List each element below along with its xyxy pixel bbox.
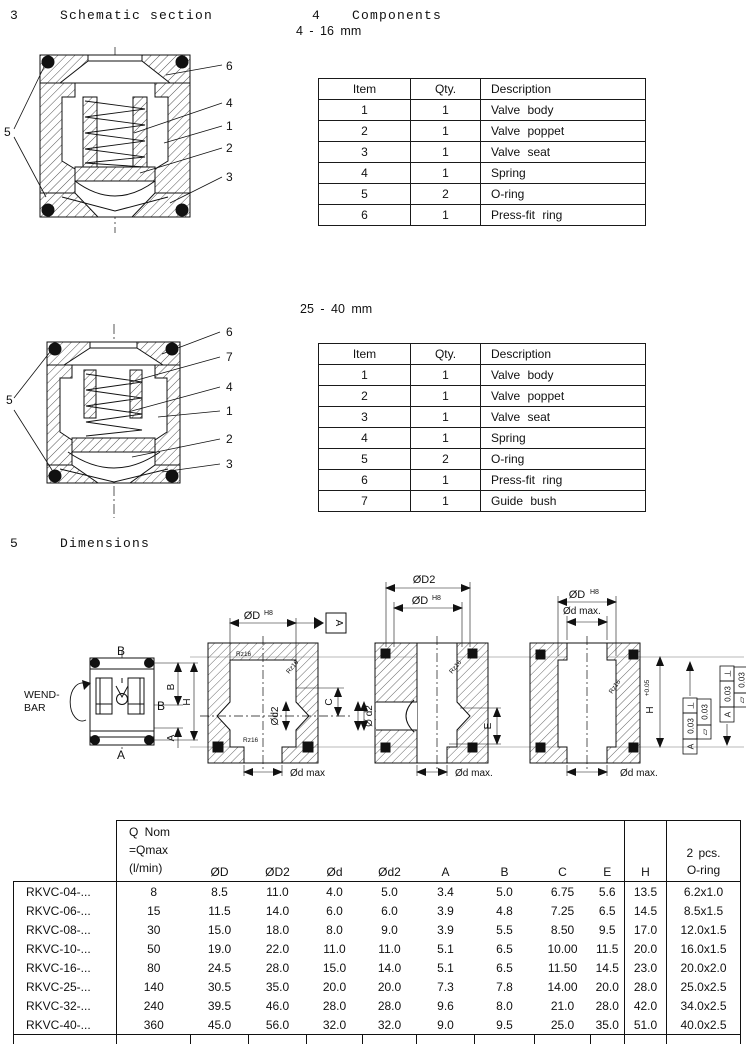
- callout-3: 3: [226, 457, 233, 471]
- dim-table-row: [14, 996, 741, 1015]
- size-range-large: 25 - 40 mm: [300, 302, 373, 316]
- cell: 80: [147, 960, 161, 975]
- cell: 2: [411, 184, 481, 205]
- cell: 8.5x1.5: [667, 901, 741, 920]
- cell: 9.5: [598, 922, 616, 937]
- col-qty: Qty.: [411, 79, 481, 100]
- fcf-tolerance: 0.03: [723, 686, 733, 702]
- cell: 14.5: [595, 960, 619, 975]
- cell: Valve poppet: [481, 386, 646, 407]
- cell: 1: [411, 163, 481, 184]
- col-description: Description: [481, 79, 646, 100]
- cell: Press-fit ring: [481, 205, 646, 226]
- cell: 28.0: [625, 977, 667, 996]
- section5-title: Dimensions: [60, 536, 151, 551]
- cell: 5.1: [437, 960, 454, 975]
- cell: 8.5: [211, 884, 228, 899]
- callout-2: 2: [226, 141, 233, 155]
- schematic-large-linework: [14, 324, 220, 518]
- cell: 32.0: [363, 1015, 417, 1035]
- cell: 16.0x1.5: [667, 939, 741, 958]
- feature-control-frame-2: [720, 666, 746, 722]
- header-q-nom: [117, 821, 191, 882]
- cell: Guide bush: [481, 491, 646, 512]
- dim-b: B: [166, 683, 177, 691]
- table-header-row: [319, 344, 646, 365]
- header-od-small: Ød: [307, 821, 363, 882]
- cell: 28.0: [322, 998, 347, 1013]
- cell: 1: [411, 365, 481, 386]
- cell: 50: [147, 941, 161, 956]
- table-row: [319, 449, 646, 470]
- model-name: RKVC-16-...: [14, 958, 117, 977]
- cell: 6.5: [598, 903, 616, 918]
- cell: 5: [319, 449, 411, 470]
- table-row: [319, 491, 646, 512]
- cell: 6.75: [550, 884, 575, 899]
- cell: Press-fit ring: [481, 470, 646, 491]
- cell: 14.00: [547, 979, 578, 994]
- header-od: ØD: [191, 821, 249, 882]
- cell: 9.0: [381, 922, 398, 937]
- cell: 8.50: [550, 922, 575, 937]
- dim-od2-small-label: Ø d2: [364, 705, 375, 727]
- cell: 24.5: [207, 960, 232, 975]
- dim-odmax-top-label: Ød max.: [563, 606, 601, 617]
- cell: 6.2x1.0: [667, 882, 741, 902]
- cell: 2: [319, 121, 411, 142]
- cell: 11.5: [208, 903, 231, 918]
- header-oring: [667, 821, 741, 882]
- cell: 34.0x2.5: [667, 996, 741, 1015]
- dim-od-label: ØD: [411, 595, 429, 607]
- cell: 7: [319, 491, 411, 512]
- cell: 28.0: [377, 998, 402, 1013]
- fcf-tolerance: 0.03: [700, 704, 710, 720]
- cell: 25.0x2.5: [667, 977, 741, 996]
- section3-number: 3: [10, 8, 20, 23]
- cell: 3.9: [437, 922, 454, 937]
- plan-label-bottom: A: [117, 748, 126, 762]
- header-od2-small: Ød2: [363, 821, 417, 882]
- header-oring-line2: O-ring: [686, 863, 721, 877]
- cell: 6: [319, 470, 411, 491]
- model-name: RKVC-40-...: [14, 1015, 117, 1035]
- cell: 18.0: [265, 922, 290, 937]
- surface-finish-rz16: Rz16: [236, 651, 252, 658]
- cell: 40.0x2.5: [667, 1015, 741, 1035]
- cell: Valve seat: [481, 142, 646, 163]
- cell: Valve body: [481, 365, 646, 386]
- cell: 35.0: [591, 1015, 625, 1035]
- dim-h-label: H: [645, 706, 656, 714]
- cell: O-ring: [481, 184, 646, 205]
- cell: 11.50: [547, 960, 578, 975]
- section-view-2: [358, 574, 501, 779]
- fcf-perpendicularity-icon: ⊥: [685, 701, 696, 710]
- cell: 35.0: [265, 979, 290, 994]
- model-name: RKVC-25-...: [14, 977, 117, 996]
- section-view-3: [530, 589, 746, 779]
- cell: 13.5: [625, 882, 667, 902]
- cell: 3: [319, 142, 411, 163]
- wendbar-label-2: BAR: [24, 702, 46, 714]
- table-header-row: [319, 79, 646, 100]
- table-row: [319, 184, 646, 205]
- cell: 4: [319, 428, 411, 449]
- cell: 5.5: [496, 922, 513, 937]
- cell: 11.0: [323, 941, 346, 956]
- cell: 1: [411, 491, 481, 512]
- cell: 20.0x2.0: [667, 958, 741, 977]
- surface-finish-rz16: Rz16: [285, 659, 301, 676]
- cell: 10.00: [547, 941, 578, 956]
- header-empty: [14, 821, 117, 882]
- col-item: Item: [319, 79, 411, 100]
- header-od2: ØD2: [249, 821, 307, 882]
- dim-od2-top-label: ØD2: [412, 574, 436, 586]
- dim-od-label: ØD: [243, 610, 261, 622]
- model-name: RKVC-08-...: [14, 920, 117, 939]
- cell: 11.0: [266, 884, 289, 899]
- dimension-drawings: [0, 552, 746, 788]
- callout-4: 4: [226, 96, 233, 110]
- table-row: [319, 407, 646, 428]
- surface-finish-rz16: Rz16: [243, 737, 259, 744]
- cell: 39.5: [207, 998, 232, 1013]
- table-row: [319, 142, 646, 163]
- cell: 2: [411, 449, 481, 470]
- cell: 19.0: [207, 941, 232, 956]
- section5-number: 5: [10, 536, 20, 551]
- feature-control-frame-1: [683, 698, 711, 754]
- cell: 42.0: [625, 996, 667, 1015]
- fcf-flatness-icon: ▱: [699, 728, 710, 736]
- dim-table-row: [14, 958, 741, 977]
- cell: 360: [117, 1015, 191, 1035]
- cell: 5.6: [598, 884, 616, 899]
- dim-c-label: C: [324, 698, 335, 706]
- cell: 1: [411, 100, 481, 121]
- section3-title: Schematic section: [60, 8, 214, 23]
- table-row: [319, 100, 646, 121]
- cell: 32.0: [307, 1015, 363, 1035]
- cell: 1: [411, 386, 481, 407]
- cell: 9.6: [437, 998, 454, 1013]
- dim-table-bottom-ticks: [14, 1035, 741, 1045]
- surface-finish-rz16: Rz16: [607, 678, 623, 696]
- cell: Spring: [481, 428, 646, 449]
- cell: 6.0: [381, 903, 398, 918]
- header-q-line3: (l/min): [129, 861, 163, 875]
- dim-table-row: [14, 977, 741, 996]
- cell: 5.0: [381, 884, 398, 899]
- cell: 7.3: [437, 979, 454, 994]
- cell: 1: [411, 470, 481, 491]
- cell: 28.0: [265, 960, 290, 975]
- dim-od-h8: H8: [432, 595, 441, 602]
- cell: 1: [411, 407, 481, 428]
- surface-finish-rz16: Rz16: [448, 659, 464, 676]
- cell: 21.0: [550, 998, 575, 1013]
- cell: 1: [411, 142, 481, 163]
- cell: 14.0: [265, 903, 290, 918]
- cell: 8.0: [326, 922, 343, 937]
- dim-od-h8: H8: [590, 589, 599, 596]
- cell: 20.0: [595, 979, 619, 994]
- plan-label-top: B: [117, 644, 126, 658]
- cell: 6.5: [496, 960, 513, 975]
- table-row: [319, 163, 646, 184]
- header-a: A: [417, 821, 475, 882]
- fcf-perpendicularity-icon: ⊥: [722, 669, 733, 678]
- header-oring-line1: 2 pcs.: [686, 846, 721, 860]
- callout-5: 5: [4, 125, 11, 139]
- dim-od2-label: Ød2: [270, 706, 281, 726]
- col-qty: Qty.: [411, 344, 481, 365]
- cell: 22.0: [265, 941, 290, 956]
- cell: 46.0: [265, 998, 290, 1013]
- dim-od-label: ØD: [568, 589, 586, 601]
- dim-od-h8: H8: [264, 610, 273, 617]
- cell: 56.0: [249, 1015, 307, 1035]
- cell: 15.0: [207, 922, 232, 937]
- cell: 4.0: [326, 884, 343, 899]
- section-view-1: [200, 610, 375, 779]
- callout-1: 1: [226, 119, 233, 133]
- cell: 140: [143, 979, 164, 994]
- schematic-large: [0, 320, 246, 522]
- schematic-small: [0, 45, 246, 237]
- callout-2: 2: [226, 432, 233, 446]
- cell: 1: [411, 428, 481, 449]
- callout-6: 6: [226, 59, 233, 73]
- col-description: Description: [481, 344, 646, 365]
- dimensions-table: [13, 820, 741, 1044]
- plan-label-inner: B: [157, 699, 166, 713]
- model-name: RKVC-06-...: [14, 901, 117, 920]
- cell: 3.9: [437, 903, 454, 918]
- dim-table-header-row: [14, 821, 741, 882]
- size-range-small: 4 - 16 mm: [296, 24, 362, 38]
- cell: 9.5: [475, 1015, 535, 1035]
- cell: 30.5: [207, 979, 232, 994]
- cell: 3: [319, 407, 411, 428]
- model-name: RKVC-10-...: [14, 939, 117, 958]
- dim-table-row: [14, 920, 741, 939]
- cell: 240: [143, 998, 164, 1013]
- cell: Valve body: [481, 100, 646, 121]
- cell: 8.0: [496, 998, 513, 1013]
- cell: 20.0: [625, 939, 667, 958]
- components-table-small: [318, 78, 646, 226]
- callout-6: 6: [226, 325, 233, 339]
- header-h: H: [625, 821, 667, 882]
- cell: 30: [147, 922, 161, 937]
- cell: 20.0: [322, 979, 347, 994]
- fcf-tolerance: 0.03: [686, 718, 696, 734]
- dim-table-row: [14, 939, 741, 958]
- dim-odmax-label: Ød max.: [620, 768, 658, 779]
- cell: 20.0: [377, 979, 402, 994]
- callout-1: 1: [226, 404, 233, 418]
- cell: 4.8: [496, 903, 513, 918]
- cell: 7.25: [550, 903, 575, 918]
- cell: 5.1: [437, 941, 454, 956]
- header-c: C: [535, 821, 591, 882]
- col-item: Item: [319, 344, 411, 365]
- cell: 6.0: [326, 903, 343, 918]
- table-row: [319, 205, 646, 226]
- cell: 1: [411, 121, 481, 142]
- callout-5: 5: [6, 393, 13, 407]
- cell: 23.0: [625, 958, 667, 977]
- cell: 9.0: [417, 1015, 475, 1035]
- dim-odmax-label: Ød max: [290, 768, 326, 779]
- cell: 51.0: [625, 1015, 667, 1035]
- dim-e-label: E: [483, 722, 494, 730]
- dim-table-row: [14, 901, 741, 920]
- table-row: [319, 428, 646, 449]
- fcf-flatness-icon: ▱: [736, 696, 746, 704]
- model-name: RKVC-04-...: [14, 882, 117, 902]
- cell: 14.0: [377, 960, 402, 975]
- cell: 45.0: [191, 1015, 249, 1035]
- callout-7: 7: [226, 350, 233, 364]
- cell: 8: [150, 884, 158, 899]
- cell: 15.0: [322, 960, 347, 975]
- dim-h: H: [182, 698, 193, 706]
- cell: 7.8: [496, 979, 513, 994]
- section4-number: 4: [312, 8, 322, 23]
- cell: Spring: [481, 163, 646, 184]
- cell: 11.5: [596, 941, 619, 956]
- schematic-small-linework: [14, 47, 222, 233]
- cell: 14.5: [625, 901, 667, 920]
- callout-3: 3: [226, 170, 233, 184]
- cell: 4: [319, 163, 411, 184]
- header-q-line1: Q Nom: [129, 825, 171, 839]
- table-row: [319, 470, 646, 491]
- cell: 6.5: [496, 941, 513, 956]
- fcf-datum: A: [685, 743, 696, 750]
- cell: 2: [319, 386, 411, 407]
- cell: 28.0: [595, 998, 619, 1013]
- section4-title: Components: [352, 8, 443, 23]
- dim-table-row: [14, 1015, 741, 1035]
- header-q-line2: =Qmax: [129, 843, 169, 857]
- cell: 15: [147, 903, 161, 918]
- cell: 6: [319, 205, 411, 226]
- dim-odmax-label: Ød max.: [455, 768, 493, 779]
- cell: 5.0: [496, 884, 513, 899]
- cell: 5: [319, 184, 411, 205]
- header-b: B: [475, 821, 535, 882]
- wendbar-label-1: WEND-: [24, 689, 60, 701]
- cell: Valve seat: [481, 407, 646, 428]
- cell: 12.0x1.5: [667, 920, 741, 939]
- cell: O-ring: [481, 449, 646, 470]
- cell: 25.0: [535, 1015, 591, 1035]
- cell: Valve poppet: [481, 121, 646, 142]
- table-row: [319, 121, 646, 142]
- plan-view: [24, 644, 198, 762]
- callout-4: 4: [226, 380, 233, 394]
- components-table-large: [318, 343, 646, 512]
- model-name: RKVC-32-...: [14, 996, 117, 1015]
- cell: 3.4: [437, 884, 454, 899]
- dim-table-row: [14, 882, 741, 902]
- fcf-tolerance: 0.03: [737, 672, 746, 688]
- cell: 1: [411, 205, 481, 226]
- dim-h-tolerance: +0.05: [644, 679, 651, 697]
- cell: 1: [319, 100, 411, 121]
- cell: 1: [319, 365, 411, 386]
- fcf-datum: A: [722, 711, 733, 718]
- table-row: [319, 365, 646, 386]
- datum-a: A: [333, 619, 344, 627]
- dim-a: A: [166, 734, 177, 742]
- table-row: [319, 386, 646, 407]
- cell: 17.0: [625, 920, 667, 939]
- cell: 11.0: [378, 941, 401, 956]
- header-e: E: [591, 821, 625, 882]
